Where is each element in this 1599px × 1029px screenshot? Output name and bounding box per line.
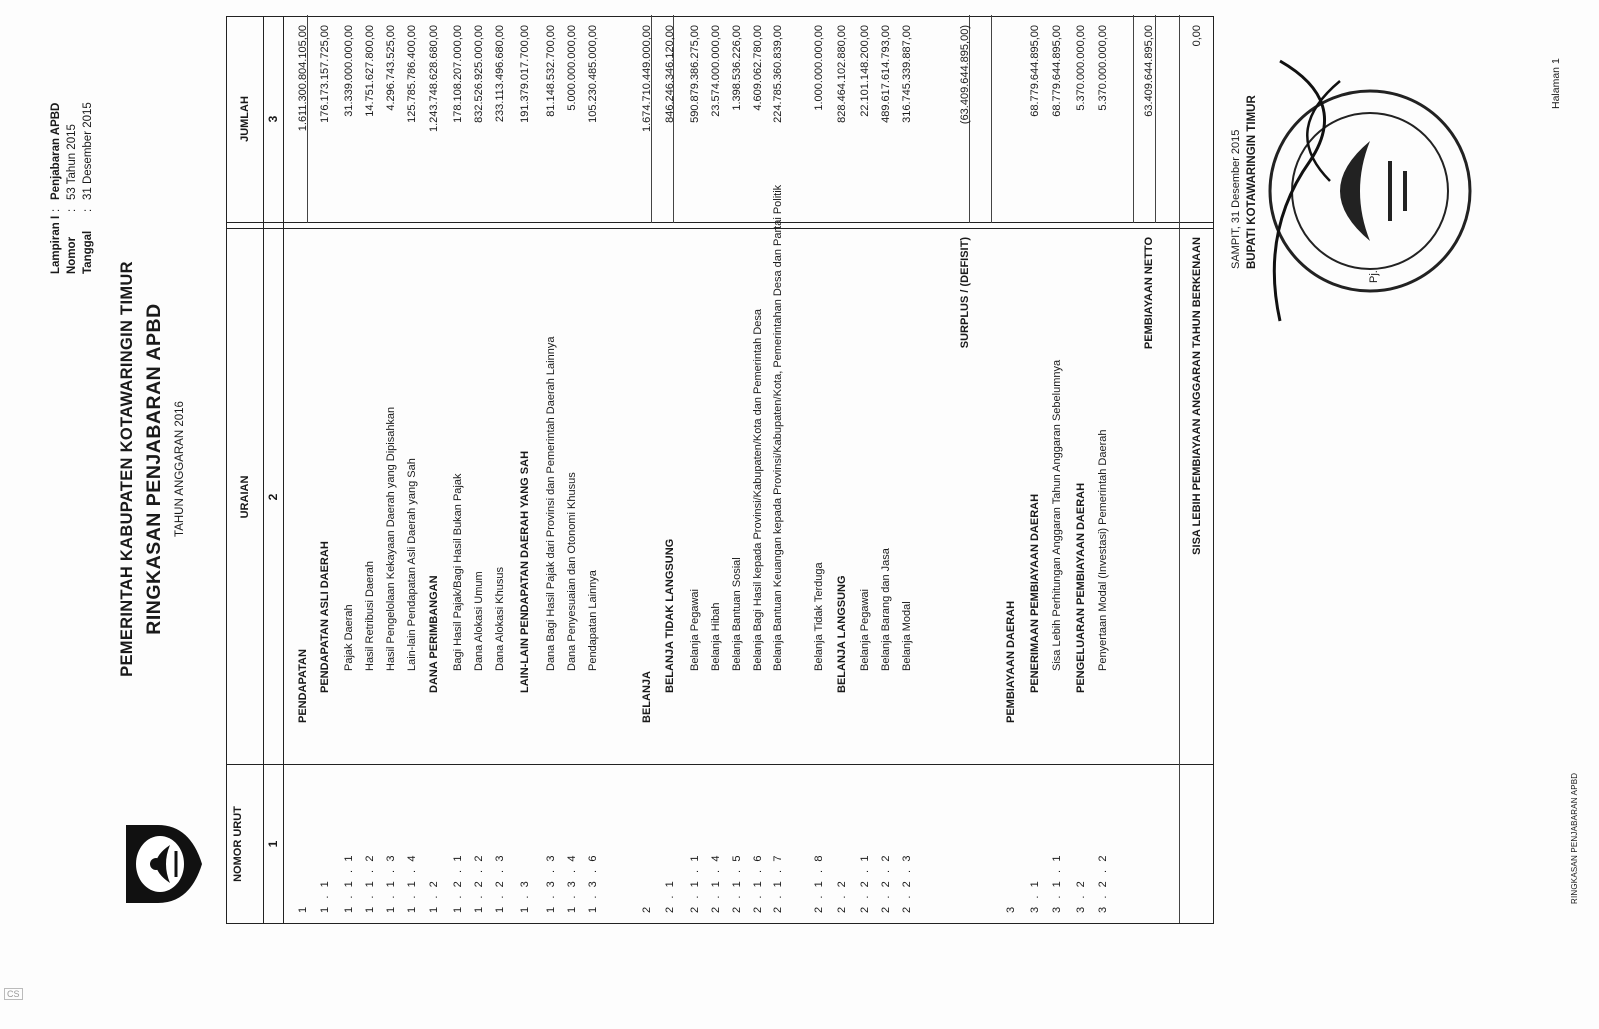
row-amount: 5.000.000.000,00 (566, 25, 578, 111)
row-description: Pajak Daerah (343, 604, 355, 671)
nomor-value: 53 Tahun 2015 (66, 124, 78, 200)
row-description: Lain-lain Pendapatan Asli Daerah yang Sah (406, 458, 418, 671)
row-amount: 68.779.644.895,00 (1051, 25, 1063, 117)
row-number: 2 . 1 . 7 (772, 852, 784, 913)
row-amount: 590.879.386.275,00 (689, 25, 701, 123)
row-number: 1 . 2 . 1 (452, 852, 464, 913)
row-number: 1 . 2 (428, 878, 440, 913)
row-amount: 125.785.786.400,00 (406, 25, 418, 123)
row-number: 1 . 3 . 6 (587, 852, 599, 913)
signature-prefix: Pj. (1368, 270, 1380, 283)
table-row (585, 17, 602, 923)
row-description: Belanja Pegawai (859, 589, 871, 671)
row-number: 1 . 1 . 3 (385, 852, 397, 913)
row-description: Belanja Barang dan Jasa (880, 548, 892, 671)
table-row (834, 17, 851, 923)
row-amount: 63.409.644.895,00 (1143, 25, 1155, 117)
table-row (295, 17, 312, 923)
row-number: 2 . 2 . 1 (859, 852, 871, 913)
col-head-uraian: URAIAN (239, 475, 251, 519)
fiscal-year: TAHUN ANGGARAN 2016 (174, 401, 186, 537)
row-description: Belanja Bantuan Keuangan kepada Provinsi/Kabupaten/Kota, Pemerintahan Desa dan Partai Politik (772, 184, 784, 671)
table-row (1027, 17, 1044, 923)
row-amount: 14.751.627.800,00 (364, 25, 376, 117)
row-description: Hasil Pengelolaan Kekayaan Daerah yang Dipisahkan (385, 406, 397, 671)
row-number: 1 . 3 . 3 (545, 852, 557, 913)
row-number: 2 (641, 904, 653, 913)
row-amount: 832.526.925.000,00 (473, 25, 485, 123)
row-description: PENDAPATAN ASLI DAERAH (319, 541, 331, 693)
table-row (1049, 17, 1066, 923)
table-row (450, 17, 467, 923)
row-description: Bagi Hasil Pajak/Bagi Hasil Bukan Pajak (452, 473, 464, 671)
table-row (687, 17, 704, 923)
row-number: 1 (297, 904, 309, 913)
row-description: Dana Penyesuaian dan Otonomi Khusus (566, 472, 578, 671)
row-description: BELANJA TIDAK LANGSUNG (664, 538, 676, 693)
footer-document-name: RINGKASAN PENJABARAN APBD (1570, 772, 1579, 904)
budget-summary-table (226, 16, 1214, 924)
row-number: 2 . 1 (664, 878, 676, 913)
scanner-badge: CS (4, 988, 23, 1000)
row-amount: 4.296.743.525,00 (385, 25, 397, 111)
signature-place-date: SAMPIT, 31 Desember 2015 (1230, 129, 1242, 269)
row-description: Belanja Pegawai (689, 589, 701, 671)
table-row (404, 17, 421, 923)
row-number: 1 . 1 (319, 878, 331, 913)
row-description: PENGELUARAN PEMBIAYAAN DAERAH (1075, 482, 1087, 693)
row-number: 2 . 2 (836, 878, 848, 913)
row-number: 1 . 3 . 4 (566, 852, 578, 913)
lampiran-label: Lampiran I (50, 215, 62, 274)
table-row (729, 17, 746, 923)
row-number: 2 . 1 . 5 (731, 852, 743, 913)
table-row (362, 17, 379, 923)
footer-page-number: Halaman 1 (1550, 58, 1562, 109)
row-amount: 1.000.000.000,00 (813, 25, 825, 111)
table-row (543, 17, 560, 923)
table-row (471, 17, 488, 923)
row-amount: 191.379.017.700,00 (519, 25, 531, 123)
table-row (1141, 17, 1158, 923)
row-amount: 1.398.536.226,00 (731, 25, 743, 111)
row-amount: 22.101.148.200,00 (859, 25, 871, 117)
row-amount: 316.745.339.887,00 (901, 25, 913, 123)
row-number: 1 . 2 . 2 (473, 852, 485, 913)
row-number: 2 . 2 . 2 (880, 852, 892, 913)
row-description: Penyertaan Modal (Investasi) Pemerintah Daerah (1097, 429, 1109, 671)
row-number: 2 . 1 . 1 (689, 852, 701, 913)
row-amount: 489.617.614.793,00 (880, 25, 892, 123)
table-row (857, 17, 874, 923)
row-amount: 828.464.102.880,00 (836, 25, 848, 123)
row-amount: 0,00 (1191, 25, 1203, 47)
row-description: Belanja Tidak Terduga (813, 562, 825, 671)
table-row (1003, 17, 1020, 923)
row-description: DANA PERIMBANGAN (428, 575, 440, 693)
table-row (492, 17, 509, 923)
row-description: LAIN-LAIN PENDAPATAN DAERAH YANG SAH (519, 450, 531, 693)
table-row (317, 17, 334, 923)
table-row (341, 17, 358, 923)
signature-block (1220, 21, 1490, 361)
row-description: Dana Alokasi Umum (473, 571, 485, 671)
row-description: PEMBIAYAAN DAERAH (1005, 600, 1017, 723)
row-description: Belanja Bagi Hasil kepada Provinsi/Kabupaten/Kota dan Pemerintah Desa (752, 308, 764, 671)
row-amount: (63.409.644.895,00) (959, 25, 971, 125)
row-number: 3 . 1 (1029, 878, 1041, 913)
table-row (639, 17, 656, 923)
row-description: Dana Bagi Hasil Pajak dari Provinsi dan Pemerintah Daerah Lainnya (545, 336, 557, 671)
table-row (957, 17, 974, 923)
row-number: 1 . 3 (519, 878, 531, 913)
table-row (771, 17, 801, 923)
row-amount: 68.779.644.895,00 (1029, 25, 1041, 117)
row-number: 3 . 2 (1075, 878, 1087, 913)
table-row (383, 17, 400, 923)
table-row (899, 17, 916, 923)
table-row (426, 17, 443, 923)
row-description: Dana Alokasi Khusus (494, 567, 506, 671)
row-amount: 5.370.000.000,00 (1097, 25, 1109, 111)
row-description: BELANJA LANGSUNG (836, 575, 848, 693)
row-amount: 4.609.062.780,00 (752, 25, 764, 111)
row-number: 2 . 1 . 4 (710, 852, 722, 913)
government-title: PEMERINTAH KABUPATEN KOTAWARINGIN TIMUR (118, 261, 136, 677)
row-number: 1 . 1 . 2 (364, 852, 376, 913)
table-row (517, 17, 534, 923)
row-description: BELANJA (641, 671, 653, 723)
attachment-info: Lampiran I : Penjabaran APBD Nomor : 53 Tahun 2015 Tanggal : 31 Desember 2015 (50, 102, 94, 274)
col-head-jumlah: JUMLAH (239, 96, 251, 142)
col-num-3: 3 (266, 115, 280, 123)
table-row (1095, 17, 1112, 923)
table-row (564, 17, 581, 923)
row-number: 2 . 1 . 6 (752, 852, 764, 913)
row-amount: 178.108.207.000,00 (452, 25, 464, 123)
row-number: 3 (1005, 904, 1017, 913)
row-number: 2 . 2 . 3 (901, 852, 913, 913)
official-stamp-icon (1220, 21, 1490, 361)
table-row (708, 17, 725, 923)
row-description: PENDAPATAN (297, 649, 309, 723)
row-description: SURPLUS / (DEFISIT) (959, 237, 971, 349)
row-amount: 1.243.748.628.680,00 (428, 25, 440, 133)
row-amount: 5.370.000.000,00 (1075, 25, 1087, 111)
row-number: 1 . 1 . 4 (406, 852, 418, 913)
lampiran-value: Penjabaran APBD (50, 102, 62, 200)
document-title: RINGKASAN PENJABARAN APBD (143, 303, 165, 635)
row-description: Sisa Lebih Perhitungan Anggaran Tahun Anggaran Sebelumnya (1051, 359, 1063, 671)
tanggal-value: 31 Desember 2015 (82, 102, 94, 200)
signature-title: BUPATI KOTAWARINGIN TIMUR (1246, 95, 1258, 269)
row-amount: 1.611.300.804.105,00 (297, 25, 309, 132)
row-description: Belanja Hibah (710, 602, 722, 671)
row-description: Pendapatan Lainnya (587, 570, 599, 671)
table-row (750, 17, 767, 923)
table-row (1073, 17, 1090, 923)
row-amount: 233.113.496.680,00 (494, 25, 506, 123)
row-amount: 23.574.000.000,00 (710, 25, 722, 117)
row-amount: 81.148.532.700,00 (545, 25, 557, 117)
row-amount: 1.674.710.449.000,00 (641, 25, 653, 133)
table-row (878, 17, 895, 923)
row-number: 3 . 1 . 1 (1051, 852, 1063, 913)
row-description: PENERIMAAN PEMBIAYAAN DAERAH (1029, 493, 1041, 693)
row-number: 1 . 1 . 1 (343, 852, 355, 913)
row-number: 1 . 2 . 3 (494, 852, 506, 913)
row-description: Belanja Bantuan Sosial (731, 557, 743, 671)
table-row (1189, 17, 1206, 923)
row-amount: 31.339.000.000,00 (343, 25, 355, 117)
row-amount: 176.173.157.725,00 (319, 25, 331, 123)
col-head-no: NOMOR URUT (232, 806, 244, 882)
col-num-1: 1 (266, 840, 280, 848)
row-amount: 224.785.360.839,00 (772, 25, 784, 123)
table-row (811, 17, 828, 923)
row-description: Hasil Retribusi Daerah (364, 560, 376, 671)
row-number: 2 . 1 . 8 (813, 852, 825, 913)
col-num-2: 2 (266, 493, 280, 501)
row-description: PEMBIAYAAN NETTO (1143, 237, 1155, 350)
row-description: SISA LEBIH PEMBIAYAAN ANGGARAN TAHUN BERKENAAN (1191, 237, 1203, 555)
row-number: 3 . 2 . 2 (1097, 852, 1109, 913)
tanggal-label: Tanggal (82, 230, 94, 274)
row-description: Belanja Modal (901, 601, 913, 671)
table-row (662, 17, 679, 923)
nomor-label: Nomor (66, 236, 78, 274)
row-amount: 105.230.485.000,00 (587, 25, 599, 123)
row-amount: 846.246.346.120,00 (664, 25, 676, 123)
